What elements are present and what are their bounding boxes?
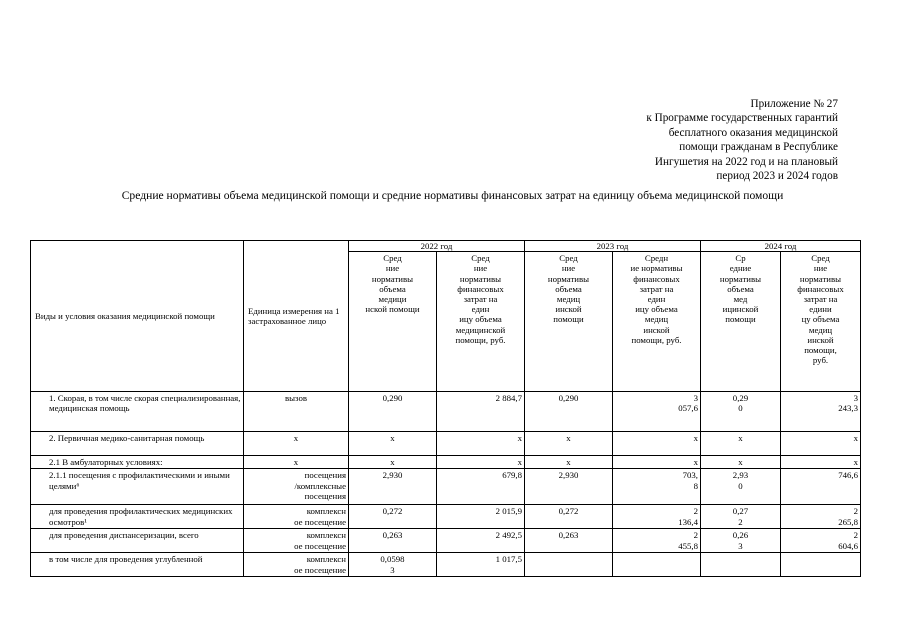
volume-header-2022: Сред ние нормативы объема медици нской помощи xyxy=(349,252,437,392)
row-kind: для проведения диспансеризации, всего xyxy=(31,529,244,553)
row-kind: для проведения профилактических медицинских осмотров¹ xyxy=(31,505,244,529)
header-line: Приложение № 27 xyxy=(750,98,838,110)
cost-header-2022: Сред ние нормативы финансовых затрат на един ицу объема медицинской помощи, руб. xyxy=(437,252,525,392)
row-unit: комплексн ое посещение xyxy=(244,529,349,553)
row-volume-2023: х xyxy=(525,456,613,469)
row-cost-2022: 2 884,7 xyxy=(437,392,525,432)
row-cost-2023 xyxy=(613,553,701,577)
row-cost-2023: 2 136,4 xyxy=(613,505,701,529)
row-volume-2023: 0,272 xyxy=(525,505,613,529)
row-cost-2022: х xyxy=(437,432,525,456)
row-unit: х xyxy=(244,432,349,456)
row-cost-2024: 746,6 xyxy=(781,469,861,505)
row-cost-2024: 3 243,3 xyxy=(781,392,861,432)
row-kind: 1. Скорая, в том числе скорая специализированная, медицинская помощь xyxy=(31,392,244,432)
row-volume-2024: х xyxy=(701,456,781,469)
row-volume-2024 xyxy=(701,553,781,577)
row-volume-2022: х xyxy=(349,456,437,469)
row-cost-2022: 1 017,5 xyxy=(437,553,525,577)
row-volume-2022: 2,930 xyxy=(349,469,437,505)
row-cost-2022: х xyxy=(437,456,525,469)
row-cost-2024 xyxy=(781,553,861,577)
row-unit: вызов xyxy=(244,392,349,432)
row-cost-2023: 703, 8 xyxy=(613,469,701,505)
row-cost-2024: 2 604,6 xyxy=(781,529,861,553)
row-unit: посещения /комплексные посещения xyxy=(244,469,349,505)
row-volume-2022: 0,0598 3 xyxy=(349,553,437,577)
table-row xyxy=(31,553,861,577)
row-volume-2024: 0,26 3 xyxy=(701,529,781,553)
norms-table xyxy=(30,240,861,577)
table-row xyxy=(31,392,861,432)
row-kind: в том числе для проведения углубленной xyxy=(31,553,244,577)
header-line: период 2023 и 2024 годов xyxy=(716,170,838,183)
row-kind: 2. Первичная медико-санитарная помощь xyxy=(31,432,244,456)
cost-header-2024: Сред ние нормативы финансовых затрат на едини цу объема медиц инской помощи, руб. xyxy=(781,252,861,392)
row-volume-2022: 0,272 xyxy=(349,505,437,529)
row-volume-2023 xyxy=(525,553,613,577)
row-volume-2023: х xyxy=(525,432,613,456)
row-cost-2022: 2 492,5 xyxy=(437,529,525,553)
row-kind: 2.1 В амбулаторных условиях: xyxy=(31,456,244,469)
row-volume-2022: 0,290 xyxy=(349,392,437,432)
row-volume-2024: 2,93 0 xyxy=(701,469,781,505)
header-line: бесплатного оказания медицинской xyxy=(668,126,838,139)
row-volume-2024: 0,27 2 xyxy=(701,505,781,529)
row-volume-2023: 2,930 xyxy=(525,469,613,505)
row-cost-2022: 679,8 xyxy=(437,469,525,505)
appendix-header xyxy=(598,97,838,183)
year-2023-header: 2023 год xyxy=(525,241,701,252)
cost-header-2023: Средн ие нормативы финансовых затрат на един ицу объема медиц инской помощи, руб. xyxy=(613,252,701,392)
table-row xyxy=(31,529,861,553)
row-cost-2023: 2 455,8 xyxy=(613,529,701,553)
row-volume-2022: 0,263 xyxy=(349,529,437,553)
volume-header-2023: Сред ние нормативы объема медиц инской помощи xyxy=(525,252,613,392)
row-cost-2023: х xyxy=(613,456,701,469)
row-volume-2022: х xyxy=(349,432,437,456)
row-cost-2022: 2 015,9 xyxy=(437,505,525,529)
table-row xyxy=(31,456,861,469)
row-volume-2023: 0,263 xyxy=(525,529,613,553)
col-unit-header: Единица измерения на 1 застрахованное лицо xyxy=(244,241,349,392)
row-unit: комплексн ое посещение xyxy=(244,505,349,529)
header-line: помощи гражданам в Республике xyxy=(679,141,838,154)
year-2024-header: 2024 год xyxy=(701,241,861,252)
header-line: Ингушетия на 2022 год и на плановый xyxy=(654,155,838,168)
row-unit: х xyxy=(244,456,349,469)
row-cost-2024: х xyxy=(781,432,861,456)
row-cost-2024: 2 265,8 xyxy=(781,505,861,529)
table-row xyxy=(31,505,861,529)
row-volume-2023: 0,290 xyxy=(525,392,613,432)
row-kind: 2.1.1 посещения с профилактическими и иными целями⁶ xyxy=(31,469,244,505)
table-row xyxy=(31,469,861,505)
row-cost-2023: 3 057,6 xyxy=(613,392,701,432)
row-volume-2024: х xyxy=(701,432,781,456)
year-2022-header: 2022 год xyxy=(349,241,525,252)
row-cost-2023: х xyxy=(613,432,701,456)
row-unit: комплексн ое посещение xyxy=(244,553,349,577)
col-kind-header: Виды и условия оказания медицинской помощи xyxy=(31,241,244,392)
document-title: Средние нормативы объема медицинской помощи и средние нормативы финансовых затрат на единицу объема медицинской помощи xyxy=(121,189,784,202)
volume-header-2024: Ср едние нормативы объема мед ицинской помощи xyxy=(701,252,781,392)
year-header-row xyxy=(31,241,861,252)
header-line: к Программе государственных гарантий xyxy=(646,112,838,125)
row-cost-2024: х xyxy=(781,456,861,469)
row-volume-2024: 0,29 0 xyxy=(701,392,781,432)
table-row xyxy=(31,432,861,456)
